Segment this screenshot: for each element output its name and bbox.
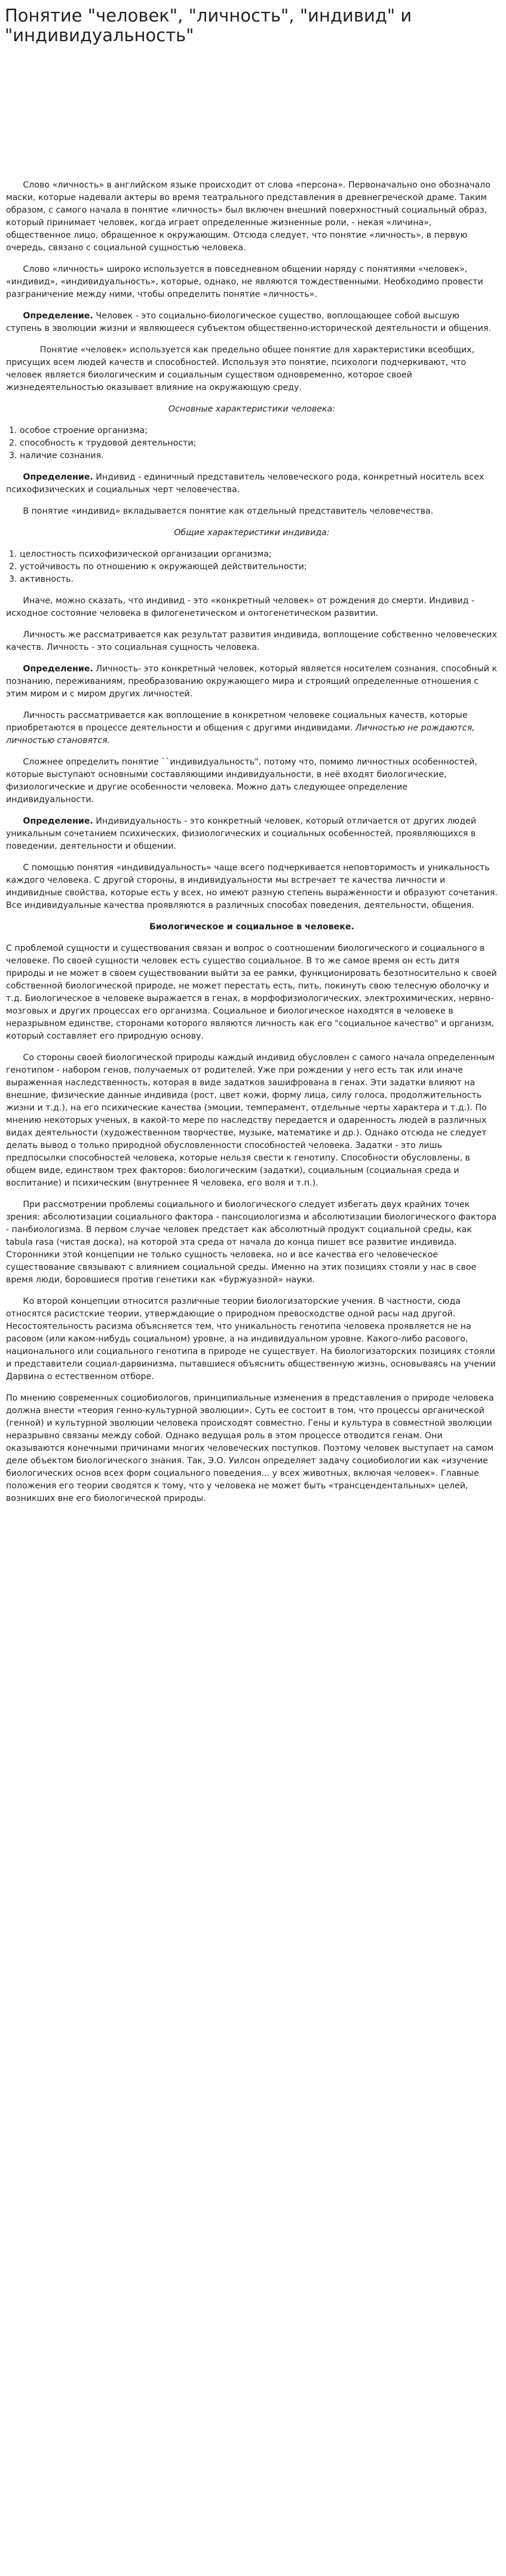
- paragraph-biologizing-theories: Ко второй концепции относится различные теории биологизаторские учения. В частности, сюда относятся расистские теории, утверждающие о природном превосходстве одной расы над другой. Несостоятельность расизма объясняется тем, что уникальность генотипа человека проявляется не на расовом (или каком-нибудь социальном) уровне, а на индивидуальном уровне. Какого-либо расового, национального или социального генотипа в природе не существует. На биологизаторских позициях стояли и представители социал-дарвинизма, пытавшиеся объяснить общественную жизнь, основываясь на учении Дарвина о естественном отборе.: [6, 1297, 496, 1381]
- definition-individ: [6, 471, 498, 496]
- paragraph-human-concept: Понятие «человек» используется как предельно общее понятие для характеристики всеобщих, присущих всем людей качеств и способностей. Используя это понятие, психологи подчеркивают, что человек является биологическим и социальным существом одновременно, которое своей жизнедеятельностью оказывает влияние на окружающую среду.: [6, 345, 475, 392]
- definition-label: Определение.: [23, 816, 93, 826]
- definition-human: [6, 310, 498, 335]
- paragraph-personality-result: Личность же рассматривается как результат развития индивида, воплощение собственно человеческих качеств. Личность - это социальная сущность человека.: [6, 630, 497, 652]
- definition-text: Человек - это социально-биологическое существо, воплощающее собой высшую ступень в эволюции жизни и являющееся субъектом общественно-исторической деятельности и общения.: [6, 311, 491, 333]
- list-item: 1. особое строение организма;: [20, 425, 498, 437]
- list-item: 1. целостность психофизической организации организма;: [20, 548, 498, 561]
- heading-individ-characteristics: Общие характеристики индивида:: [174, 528, 330, 538]
- paragraph-sociobiology: По мнению современных социобиологов, принципиальные изменения в представления о природе человека должна внести «теория генно-культурной эволюции». Суть ее состоит в том, что процессы органической (генной) и культурной эволюции человека происходят совместно. Гены и культура в совместной эволюции неразрывно связаны между собой. Однако ведущая роль в этом процессе отводится генам. Они оказываются конечными причинами многих человеческих поступков. Поэтому человек выступает на самом деле объектом биологического знания. Так, Э.О. Уилсон определяет задачу социобиологии как «изучение биологических основ всех форм социального поведения... у всех животных, включая человек». Главные положения его теории сводятся к тому, что у человека не может быть «трансцендентальных» целей, возникших вне его биологической природы.: [6, 1393, 494, 1503]
- list-item: 3. наличие сознания.: [20, 450, 498, 462]
- paragraph-individ-life: Иначе, можно сказать, что индивид - это «конкретный человек» от рождения до смерти. Индивид - исходное состояние человека в филогенетическом и онтогенетическом развитии.: [6, 596, 475, 618]
- article-body: [6, 179, 498, 1514]
- definition-text: Индивидуальность - это конкретный человек, который отличается от других людей уникальным сочетанием психических, физиологических и социальных особенностей, проявляющихся в поведении, деятельности и общении.: [6, 816, 477, 851]
- heading-human-characteristics: Основные характеристики человека:: [168, 404, 336, 414]
- definition-text: Личность- это конкретный человек, который является носителем сознания, способный к познанию, переживаниям, преобразованию окружающего мира и строящий определенные отношения с этим миром и с миром других личностей.: [6, 664, 498, 699]
- definition-personality: [6, 663, 498, 701]
- section-heading-bio-social: Биологическое и социальное в человеке.: [149, 922, 354, 932]
- list-human-characteristics: [6, 425, 498, 462]
- definition-label: Определение.: [23, 664, 93, 674]
- paragraph-text: Личность рассматривается как воплощение в конкретном человеке социальных качеств, которые приобретаются в процессе деятельности и общения с другими индивидами.: [6, 711, 468, 733]
- paragraph-individ-concept: В понятие «индивид» вкладывается понятие как отдельный представитель человечества.: [23, 506, 434, 516]
- page-title: Понятие "человек", "личность", "индивид" и "индивидуальность": [5, 5, 412, 45]
- definition-text: Индивид - единичный представитель человеческого рода, конкретный носитель всех психофизических и социальных черт человечества.: [6, 472, 484, 495]
- list-individ-characteristics: [6, 548, 498, 586]
- paragraph-genotype: Со стороны своей биологической природы каждый индивид обусловлен с самого начала определенным генотипом - набором генов, получаемых от родителей. Уже при рождении у него есть так или иначе выраженная наследственность, которая в виде задатков зашифрована в генах. Эти задатки влияют на внешние, физические данные индивида (рост, цвет кожи, форму лица, силу голоса, продолжительность жизни и т.д.), на его психические качества (эмоции, темперамент, отдельные черты характера и т.д.). По мнению некоторых ученых, в какой-то мере по наследству передается и одаренность людей в различных видах деятельности (художественном творчестве, музыке, математике и др.). Однако отсюда не следует делать вывод о только природной обусловленности способностей человека. Задатки - это лишь предпосылки способностей человека, которые нельзя свести к генотипу. Способности обусловлены, в общем виде, единством трех факторов: биологическим (задатки), социальным (социальная среда и воспитание) и психическим (внутреннее Я человека, его воля и т.п.).: [6, 1053, 495, 1188]
- list-item: 2. способность к трудовой деятельности;: [20, 437, 498, 450]
- paragraph-bio-social-essence: С проблемой сущности и существования связан и вопрос о соотношении биологического и социального в человеке. По своей сущности человек есть существо социальное. В то же самое время он есть дитя природы и не может в своем существовании выйти за ее рамки, функционировать безотносительно к своей собственной биологической природе, не может перестать есть, пить, покинуть свою телесную оболочку и т.д. Биологическое в человеке выражается в генах, в морфофизиологических, электрохимических, нервно-мозговых и других процессах его организма. Социальное и биологическое находятся в человеке в неразрывном единстве, сторонами которого являются личность как его "социальное качество" и организм, который составляет его природную основу.: [6, 944, 497, 1041]
- list-item: 2. устойчивость по отношению к окружающей действительности;: [20, 561, 498, 573]
- definition-individuality: [6, 815, 498, 853]
- paragraph-individuality-intro: Сложнее определить понятие ``индивидуальность", потому что, помимо личностных особенностей, которые выступают основными составляющими индивидуальности, в неё входят биологические, физиологические и другие особенности человека. Можно дать следующее определение индивидуальности.: [6, 757, 477, 805]
- paragraph-two-extremes: При рассмотрении проблемы социального и биологического следует избегать двух крайних точек зрения: абсолютизации социального фактора - пансоциологизма и абсолютизации биологического фактора - панбиологизма. В первом случае человек предстает как абсолютный продукт социальной среды, как tabula rasa (чистая доска), на которой эта среда от начала до конца пишет все развитие индивида. Сторонники этой концепции не только сущность человека, но и все качества его человеческое существование связывают с влиянием социальной среды. Именно на этих позициях стояли у нас в свое время люди, боровшиеся против генетики как «буржуазной» науки.: [6, 1200, 497, 1285]
- definition-label: Определение.: [23, 472, 93, 482]
- paragraph-individuality-uniqueness: С помощью понятия «индивидуальность» чаще всего подчеркивается неповторимость и уникальность каждого человека. С другой стороны, в индивидуальности мы встречает те качества личности и индивидные свойства, которые есть у всех, но имеют разную степень выраженности и образуют сочетания. Все индивидуальные качества проявляются в различных способах поведения, деятельности, общения.: [6, 863, 498, 910]
- list-item: 3. активность.: [20, 573, 498, 586]
- paragraph-terms: Слово «личность» широко используется в повседневном общении наряду с понятиями «человек», «индивид», «индивидуальность», которые, однако, не являются тождественными. Необходимо провести разграничение между ними, чтобы определить понятие «личность».: [6, 265, 483, 299]
- definition-label: Определение.: [23, 311, 93, 321]
- paragraph-persona: Слово «личность» в английском языке происходит от слова «персона». Первоначально оно обозначало маски, которые надевали актеры во время театрального представления в древнегреческой драме. Таким образом, с самого начала в понятие «личность» был включен внешний поверхностный социальный образ, который принимает человек, когда играет определенные жизненные роли, - некая «личина», общественное лицо, обращенное к окружающим. Отсюда следует, что понятие «личность», в первую очередь, связано с социальной сущностью человека.: [6, 180, 490, 253]
- paragraph-personality-social: [6, 710, 498, 747]
- paragraph-italic-text: Личностью не рождаются, личностью становятся.: [6, 723, 475, 745]
